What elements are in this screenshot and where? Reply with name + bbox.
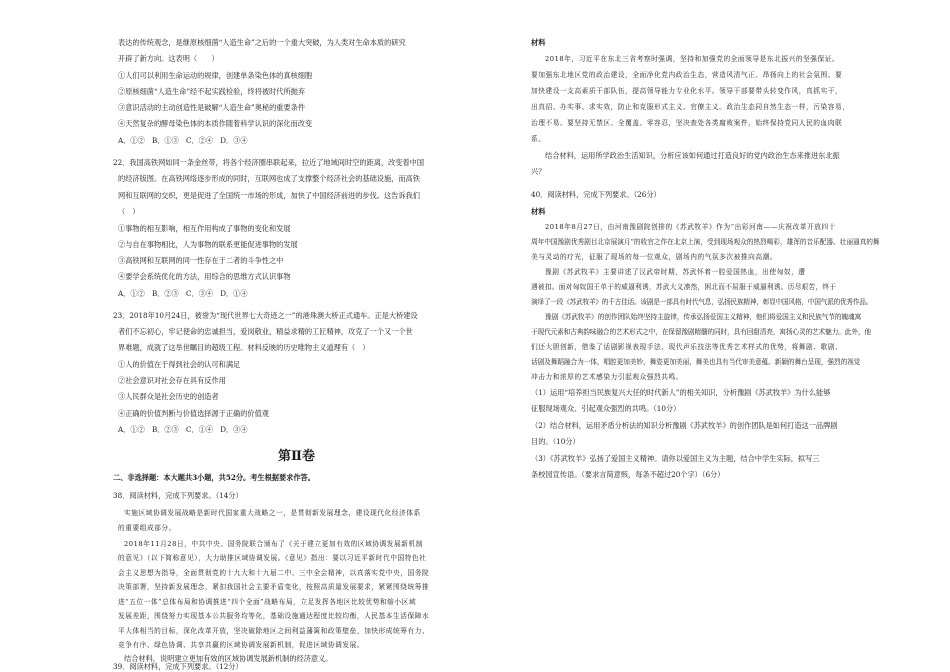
q40-task: 目的。（10分） xyxy=(531,437,580,446)
q39-task: 兴？ xyxy=(531,167,546,176)
q38-material-line: 实施区域协调发展战略是新时代国家重大战略之一，是贯彻新发展理念，建设现代化经济体系 xyxy=(124,509,421,517)
q39-material-line: 要加强东北地区党的政治建设，全面净化党内政治生态，营造风清气正、昂扬向上的社会氛围。要 xyxy=(531,71,843,79)
q23-option: ①人的价值在于得到社会的认可和满足 xyxy=(118,360,241,369)
q40-task: （3）《苏武牧羊》弘扬了爱国主义精神。请你以爱国主义为主题，结合中学生实际，拟写三 xyxy=(531,454,820,463)
q38-material-line: 会主义思想为指导，全面贯彻党的十九大和十九届二中、三中全会精神，以真落实党中央，国务院 xyxy=(118,569,430,577)
q22-option: ③高铁网和互联网的同一性存在于二者的斗争性之中 xyxy=(118,256,284,265)
q38-task: 结合材料，说明建立更加有效的区域协调发展新机制的经济意义。 xyxy=(124,654,333,663)
q39-head: 39．阅读材料，完成下列要求。（12分） xyxy=(113,662,243,671)
q40-task: 条校园宣传语。（要求言简意赅，每条不超过20个字）（6分） xyxy=(531,470,725,479)
q23-stem-line: 23．2018年10月24日，被誉为“现代世界七大奇迹之一”的港珠澳大桥正式通车。正是大桥建设 xyxy=(113,311,418,320)
q22-option: ④要学会系统优化的方法，用综合的思维方式认识事物 xyxy=(118,272,291,281)
q40-head: 40．阅读材料，完成下列要求。（26分） xyxy=(531,190,661,199)
q40-material-line: 豫剧《苏武牧羊》主要讲述了汉武帝时期，苏武怀着一腔爱国热血，出使匈奴，遭 xyxy=(545,268,806,276)
q40-material-line: 遇被扣。面对匈奴国王单于的威逼利诱，苏武大义凛然，困北而不屈服于威逼利诱。历尽艰苦，终于 xyxy=(531,283,837,291)
q21-option: ②原核细菌“人造生命”经不起实践检验，终将被时代所抛弃 xyxy=(118,87,306,96)
q39-material-line: 治理不易。要坚持无禁区、全覆盖、零容忍，坚决查处各类腐败案件，始终保持党同人民的血肉联 xyxy=(531,119,843,127)
q38-material-line: 的意见》（以下简称意见），大力助推区域协调发展。《意见》指出：要以习近平新时代中国特色社 xyxy=(118,554,427,562)
q21-answers: A．①② B．①③ C．②④ D．③④ xyxy=(118,136,248,145)
q22-stem-line: 的经济版图。在高铁网络逐步形成的同时，互联网也成了支撑整个经济社会的基础设施，而高铁 xyxy=(118,174,420,183)
q21-stem-line: 开辟了新方向。这表明（ ） xyxy=(118,54,219,63)
q39-task: 结合材料，运用所学政治生活知识，分析应该如何通过打造良好的党内政治生态来推进东北振 xyxy=(545,151,840,160)
q22-stem-line: （ ） xyxy=(118,207,140,216)
section-instructions: 二、非选择题：本大题共3小题，共52分。考生根据要求作答。 xyxy=(113,473,315,482)
q38-material-line: 发展差距，围绕努力实现基本公共服务均等化，基础设施通达程度比较均衡，人民基本生活保障水 xyxy=(118,612,430,620)
q40-task: 征服现场观众、引起观众强烈的共鸣。（10分） xyxy=(531,404,681,413)
q21-stem-line: 表达的传统观念，是继原核细菌“人造生命”之后的一个重大突破，为人类对生命本质的研究 xyxy=(118,38,406,47)
q40-material-line: 2018年8月27日，由河南豫剧院创排的《苏武牧羊》作为“出彩河南——庆祝改革开放四十 xyxy=(545,223,836,231)
q38-material-line: 平大体相当的目标，深化改革开放，坚决破除地区之间利益藩篱和政策壁垒，加快形成统筹有力、 xyxy=(118,627,430,635)
q40-material-line: 周年中国豫剧优秀剧目北京展演月”的收官之作在北京上演，受到现场观众的热烈喝彩，雄浑的音乐配器、壮丽逼真的舞 xyxy=(531,238,880,246)
q40-material-line: 演绎了一段《苏武牧羊》的千古佳话。该剧是一部具有时代气息，弘扬民族精神，彰显中国风格，中国气派的优秀作品。 xyxy=(531,298,873,306)
q38-material-line: 进“五位一体”总体布局和协调推进“四个全面”战略布局，立足发挥各地区比较优势和缩小区域 xyxy=(118,598,417,606)
q22-stem-line: 网和互联网的交织，更是促进了全国统一市场的形成，加快了中国经济前进的步伐。这告诉我们 xyxy=(118,191,420,200)
q39-material-line: 2018年，习近平在东北三省考察时强调，坚持和加强党的全面领导是东北振兴的坚强保证。 xyxy=(545,55,840,63)
q38-head: 38．阅读材料，完成下列要求。（14分） xyxy=(113,491,243,500)
q22-option: ①事物的相互影响，相互作用构成了事物的变化和发展 xyxy=(118,224,291,233)
q40-material-line: 们还大胆创新，借鉴了话剧影视表现手法、现代声乐技法等优秀艺术样式的优势，将舞剧、歌剧、 xyxy=(531,343,843,351)
q22-stem-line: 22．我国高铁网如同一条金丝带，将各个经济圈串联起来，拉近了地域间时空的距离，改变着中国 xyxy=(113,158,425,167)
q22-answers: A．①② B．②③ C．③④ D．①④ xyxy=(118,289,248,298)
q38-material-line: 决策部署，坚持新发展理念，紧扣我国社会主要矛盾变化，按照高质量发展要求，紧紧围绕统筹推 xyxy=(118,583,430,591)
material-label: 材料 xyxy=(531,38,546,47)
q40-material-line: 冲击力和浓厚的艺术感染力引起观众强烈共鸣。 xyxy=(531,373,683,381)
q39-material-line: 出真招、办实事、求实效，防止和克服形式主义、官僚主义。政治生态同自然生态一样，污染容易， xyxy=(531,103,850,111)
q38-material-line: 2018年11月28日，中共中央、国务院联合颁布了《关于建立更加有效的区域协调发展新机制 xyxy=(124,540,423,548)
section-title: 第Ⅱ卷 xyxy=(278,449,315,464)
material-label: 材料 xyxy=(531,207,546,216)
q40-material-line: 话剧及舞蹈融合为一体，唱腔更加美妙，舞姿更加美丽，舞美也具有当代审美意蕴。新颖的舞台呈现，强烈的视觉 xyxy=(531,358,861,366)
q23-stem-line: 界难题，成就了这举世瞩目的超级工程。材料反映的历史唯物主义道理有（ ） xyxy=(118,343,370,352)
q22-option: ②与自在事物相比，人为事物的联系更能促进事物的发展 xyxy=(118,240,298,249)
q40-material-line: 美与灵动的疗光，征服了现场的每一位观众，剧场内的气氛多次被推向高潮。 xyxy=(531,253,778,261)
q23-option: ②社会意识对社会存在具有反作用 xyxy=(118,376,226,385)
q21-option: ④天然复杂的酵母染色体的本质作随着科学认识的深化而改变 xyxy=(118,119,313,128)
q40-task: （1）运用“培养担当民族复兴大任的时代新人”的相关知识，分析豫剧《苏武牧羊》为什么能够 xyxy=(531,388,831,397)
q40-material-line: 豫剧《苏武牧羊》的创作团队始终坚持主旋律，传承弘扬爱国主义精神，他们将爱国主义和民族气节的魄魂寓 xyxy=(545,313,862,321)
q39-material-line: 加快建设一支高素质干部队伍，提高领导能力专业化水平。领导干部要带头转变作风，真抓实干， xyxy=(531,87,843,95)
q23-answers: A．①② B．②③ C．①④ D．③④ xyxy=(118,425,248,434)
q23-stem-line: 者们不忘初心，牢记使命的忠诚担当，爱岗敬业，精益求精的工匠精神，攻克了一个又一个世 xyxy=(118,327,413,336)
q21-option: ①人们可以利用生命运动的规律，创建单条染色体的真核细胞 xyxy=(118,71,313,80)
q21-option: ③意识活动的主动创造性是破解“人造生命”奥秘的重要条件 xyxy=(118,103,306,112)
q23-option: ③人民群众是社会历史的创造者 xyxy=(118,392,219,401)
q39-material-line: 系。 xyxy=(531,135,546,143)
q38-material-line: 竞争有序、绿色协调、共享共赢的区域协调发展新机制，促进区域协调发展。 xyxy=(118,641,365,649)
q38-material-line: 的重要组成部分。 xyxy=(118,524,176,532)
q40-task: （2）结合材料，运用矛盾分析法的知识分析豫剧《苏武牧羊》的创作团队是如何打造这一品牌剧 xyxy=(531,421,838,430)
q40-material-line: 于现代元素和古典韵味融合的艺术形式之中，在保留豫剧精髓的同时，具有回甜清亮，寓扬心灵的艺术魅力。此外，他 xyxy=(531,328,871,336)
q23-option: ④正确的价值判断与价值选择源于正确的价值观 xyxy=(118,409,269,418)
